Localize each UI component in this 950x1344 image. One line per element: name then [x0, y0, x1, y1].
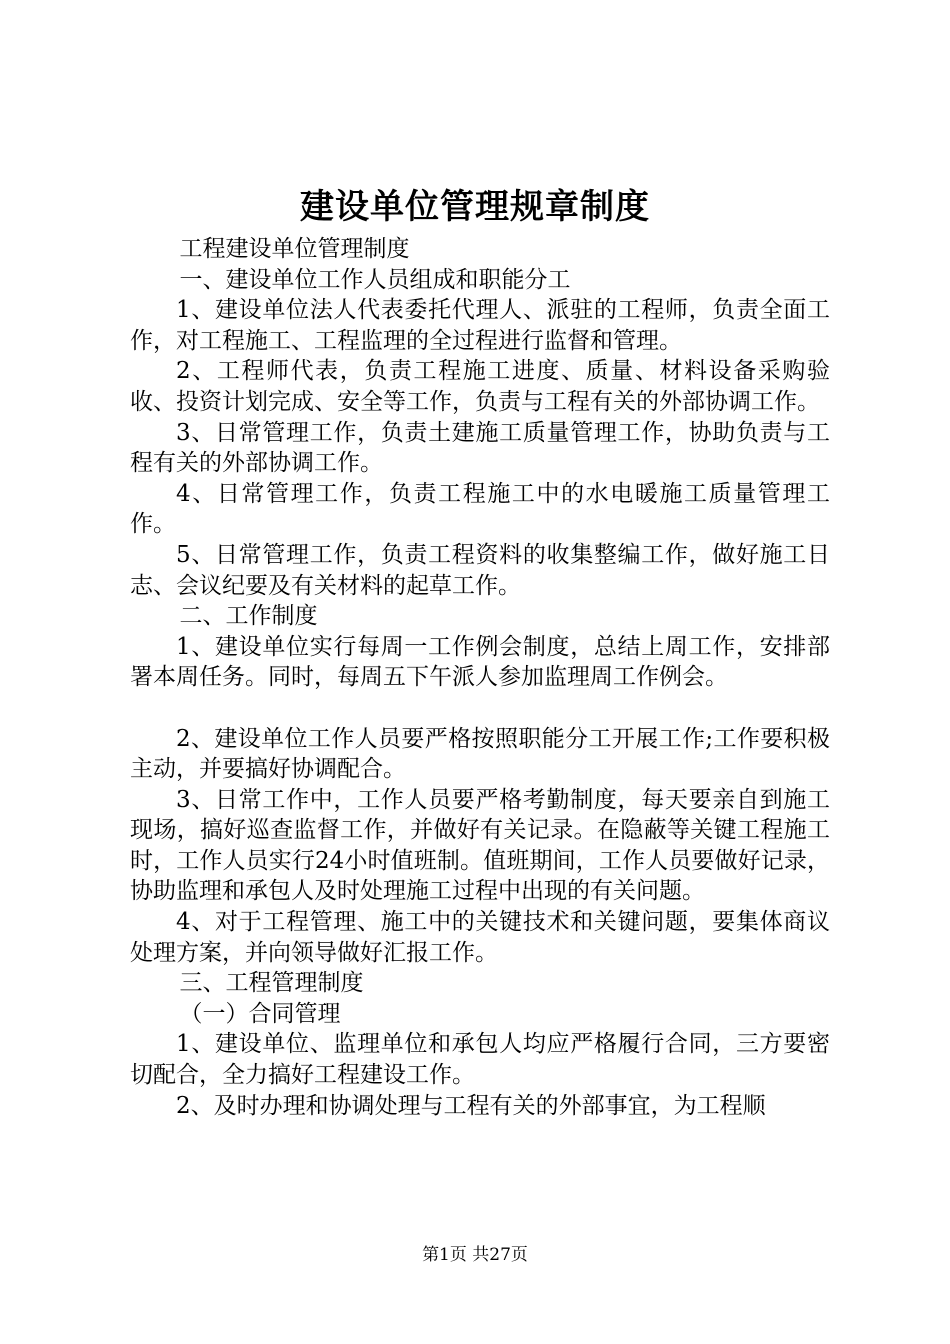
paragraph: 2、工程师代表，负责工程施工进度、质量、材料设备采购验收、投资计划完成、安全等工作，负责与工程有关的外部协调工作。 [130, 358, 830, 415]
paragraph: 工程建设单位管理制度 [179, 236, 410, 262]
page-footer: 第1页 共27页 [422, 1245, 528, 1265]
paragraph: 4、对于工程管理、施工中的关键技术和关键问题，要集体商议处理方案，并向领导做好汇报工作。 [130, 909, 830, 966]
paragraph: 5、日常管理工作，负责工程资料的收集整编工作，做好施工日志、会议纪要及有关材料的起草工作。 [130, 541, 830, 599]
paragraph: 1、建设单位、监理单位和承包人均应严格履行合同，三方要密切配合，全力搞好工程建设工作。 [130, 1031, 830, 1089]
paragraph: 3、日常工作中，工作人员要严格考勤制度，每天要亲自到施工现场，搞好巡查监督工作，并做好有关记录。在隐蔽等关键工程施工时，工作人员实行24小时值班制。值班期间，工作人员要做好记录，协助监理和承包人及时处理施工过程中出现的有关问题。 [130, 786, 830, 905]
paragraph: 4、日常管理工作，负责工程施工中的水电暖施工质量管理工作。 [130, 480, 830, 538]
section-heading: 三、工程管理制度 [179, 970, 364, 997]
document-body [130, 234, 830, 1121]
paragraph: 2、及时办理和协调处理与工程有关的外部事宜，为工程顺 [176, 1092, 766, 1119]
paragraph: 1、建设单位实行每周一工作例会制度，总结上周工作，安排部署本周任务。同时，每周五下午派人参加监理周工作例会。 [130, 633, 830, 691]
paragraph: 3、日常管理工作，负责土建施工质量管理工作，协助负责与工程有关的外部协调工作。 [130, 419, 830, 477]
section-heading: 二、工作制度 [179, 603, 318, 630]
subsection-heading: （一）合同管理 [179, 1000, 341, 1027]
paragraph: 1、建设单位法人代表委托代理人、派驻的工程师，负责全面工作，对工程施工、工程监理的全过程进行监督和管理。 [130, 297, 830, 354]
document-title: 建设单位管理规章制度 [300, 187, 650, 227]
section-heading: 一、建设单位工作人员组成和职能分工 [179, 266, 571, 293]
paragraph: 2、建设单位工作人员要严格按照职能分工开展工作;工作要积极主动，并要搞好协调配合。 [130, 725, 830, 783]
